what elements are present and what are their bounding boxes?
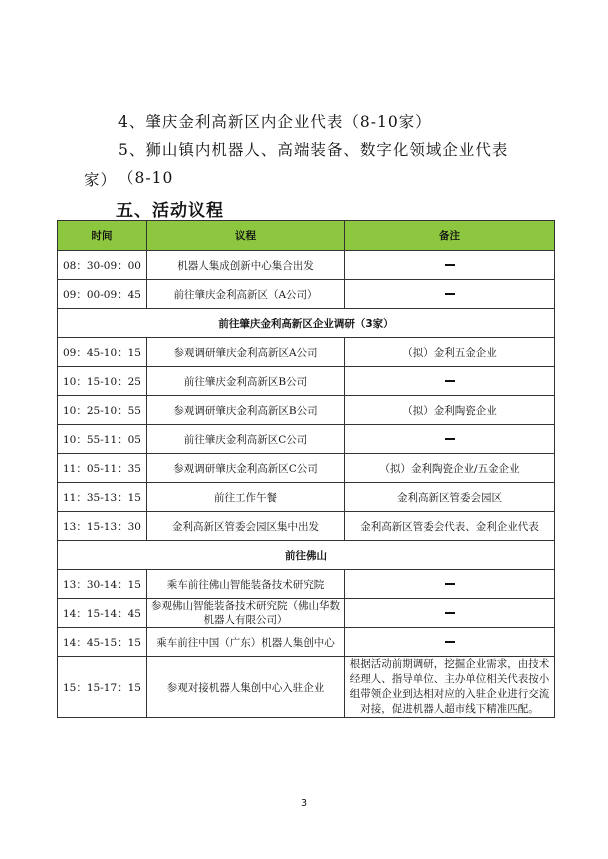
list-item-4: 4、肇庆金利高新区内企业代表（8-10家）	[118, 113, 432, 131]
table-header-row	[58, 221, 555, 251]
cell-time: 11：35-13：15	[58, 483, 147, 512]
cell-agenda: 乘车前往佛山智能装备技术研究院	[147, 570, 345, 599]
dash-mark	[445, 293, 455, 295]
cell-notes	[345, 570, 555, 599]
cell-notes: （拟）金利五金企业	[345, 338, 555, 367]
cell-time: 08：30-09：00	[58, 251, 147, 280]
cell-notes	[345, 280, 555, 309]
section-title: 前往佛山	[58, 541, 555, 570]
cell-agenda: 参观调研肇庆金利高新区C公司	[147, 454, 345, 483]
cell-time: 14：45-15：15	[58, 628, 147, 657]
cell-time: 09：00-09：45	[58, 280, 147, 309]
table-row	[58, 367, 555, 396]
cell-notes	[345, 628, 555, 657]
table-row	[58, 570, 555, 599]
cell-agenda: 参观调研肇庆金利高新区A公司	[147, 338, 345, 367]
cell-time: 11：05-11：35	[58, 454, 147, 483]
cell-time: 10：55-11：05	[58, 425, 147, 454]
cell-agenda: 参观佛山智能装备技术研究院（佛山华数机器人有限公司）	[147, 599, 345, 628]
agenda-table	[57, 220, 555, 718]
table-row	[58, 512, 555, 541]
cell-notes	[345, 599, 555, 628]
cell-time: 10：25-10：55	[58, 396, 147, 425]
page-number: 3	[300, 798, 308, 809]
dash-mark	[445, 641, 455, 643]
dash-mark	[445, 380, 455, 382]
section-heading-agenda: 五、活动议程	[116, 201, 224, 221]
cell-agenda: 参观调研肇庆金利高新区B公司	[147, 396, 345, 425]
cell-notes	[345, 251, 555, 280]
cell-notes: 金利高新区管委会园区	[345, 483, 555, 512]
header-time: 时间	[58, 221, 147, 251]
cell-notes	[345, 425, 555, 454]
dash-mark	[445, 583, 455, 585]
cell-time: 14：15-14：45	[58, 599, 147, 628]
cell-time: 15：15-17：15	[58, 657, 147, 718]
cell-agenda: 前往工作午餐	[147, 483, 345, 512]
cell-notes: （拟）金利陶瓷企业	[345, 396, 555, 425]
table-row	[58, 425, 555, 454]
cell-agenda: 乘车前往中国（广东）机器人集创中心	[147, 628, 345, 657]
table-row	[58, 454, 555, 483]
list-item-5-line1: 5、狮山镇内机器人、高端装备、数字化领域企业代表（8-10	[118, 141, 509, 187]
cell-time: 13：30-14：15	[58, 570, 147, 599]
header-notes: 备注	[345, 221, 555, 251]
agenda-table-body	[58, 251, 555, 718]
cell-agenda: 参观对接机器人集创中心入驻企业	[147, 657, 345, 718]
table-row	[58, 251, 555, 280]
cell-agenda: 前往肇庆金利高新区B公司	[147, 367, 345, 396]
table-row	[58, 338, 555, 367]
table-section-row	[58, 309, 555, 338]
table-section-row	[58, 541, 555, 570]
dash-mark	[445, 264, 455, 266]
cell-agenda: 前往肇庆金利高新区（A公司）	[147, 280, 345, 309]
table-row	[58, 483, 555, 512]
cell-notes: （拟）金利陶瓷企业/五金企业	[345, 454, 555, 483]
table-row	[58, 599, 555, 628]
list-item-5-line2: 家）	[84, 171, 118, 189]
cell-agenda: 前往肇庆金利高新区C公司	[147, 425, 345, 454]
cell-agenda: 金利高新区管委会园区集中出发	[147, 512, 345, 541]
header-agenda: 议程	[147, 221, 345, 251]
cell-time: 10：15-10：25	[58, 367, 147, 396]
cell-notes	[345, 367, 555, 396]
cell-notes: 金利高新区管委会代表、金利企业代表	[345, 512, 555, 541]
cell-notes: 根据活动前期调研，挖掘企业需求，由技术经理人、指导单位、主办单位相关代表按小组带领企业到达相对应的入驻企业进行交流对接，促进机器人超市线下精准匹配。	[345, 657, 555, 718]
table-row	[58, 280, 555, 309]
cell-time: 13：15-13：30	[58, 512, 147, 541]
table-row	[58, 657, 555, 718]
dash-mark	[445, 438, 455, 440]
cell-agenda: 机器人集成创新中心集合出发	[147, 251, 345, 280]
cell-time: 09：45-10：15	[58, 338, 147, 367]
dash-mark	[445, 612, 455, 614]
table-row	[58, 628, 555, 657]
table-row	[58, 396, 555, 425]
section-title: 前往肇庆金利高新区企业调研（3家）	[58, 309, 555, 338]
